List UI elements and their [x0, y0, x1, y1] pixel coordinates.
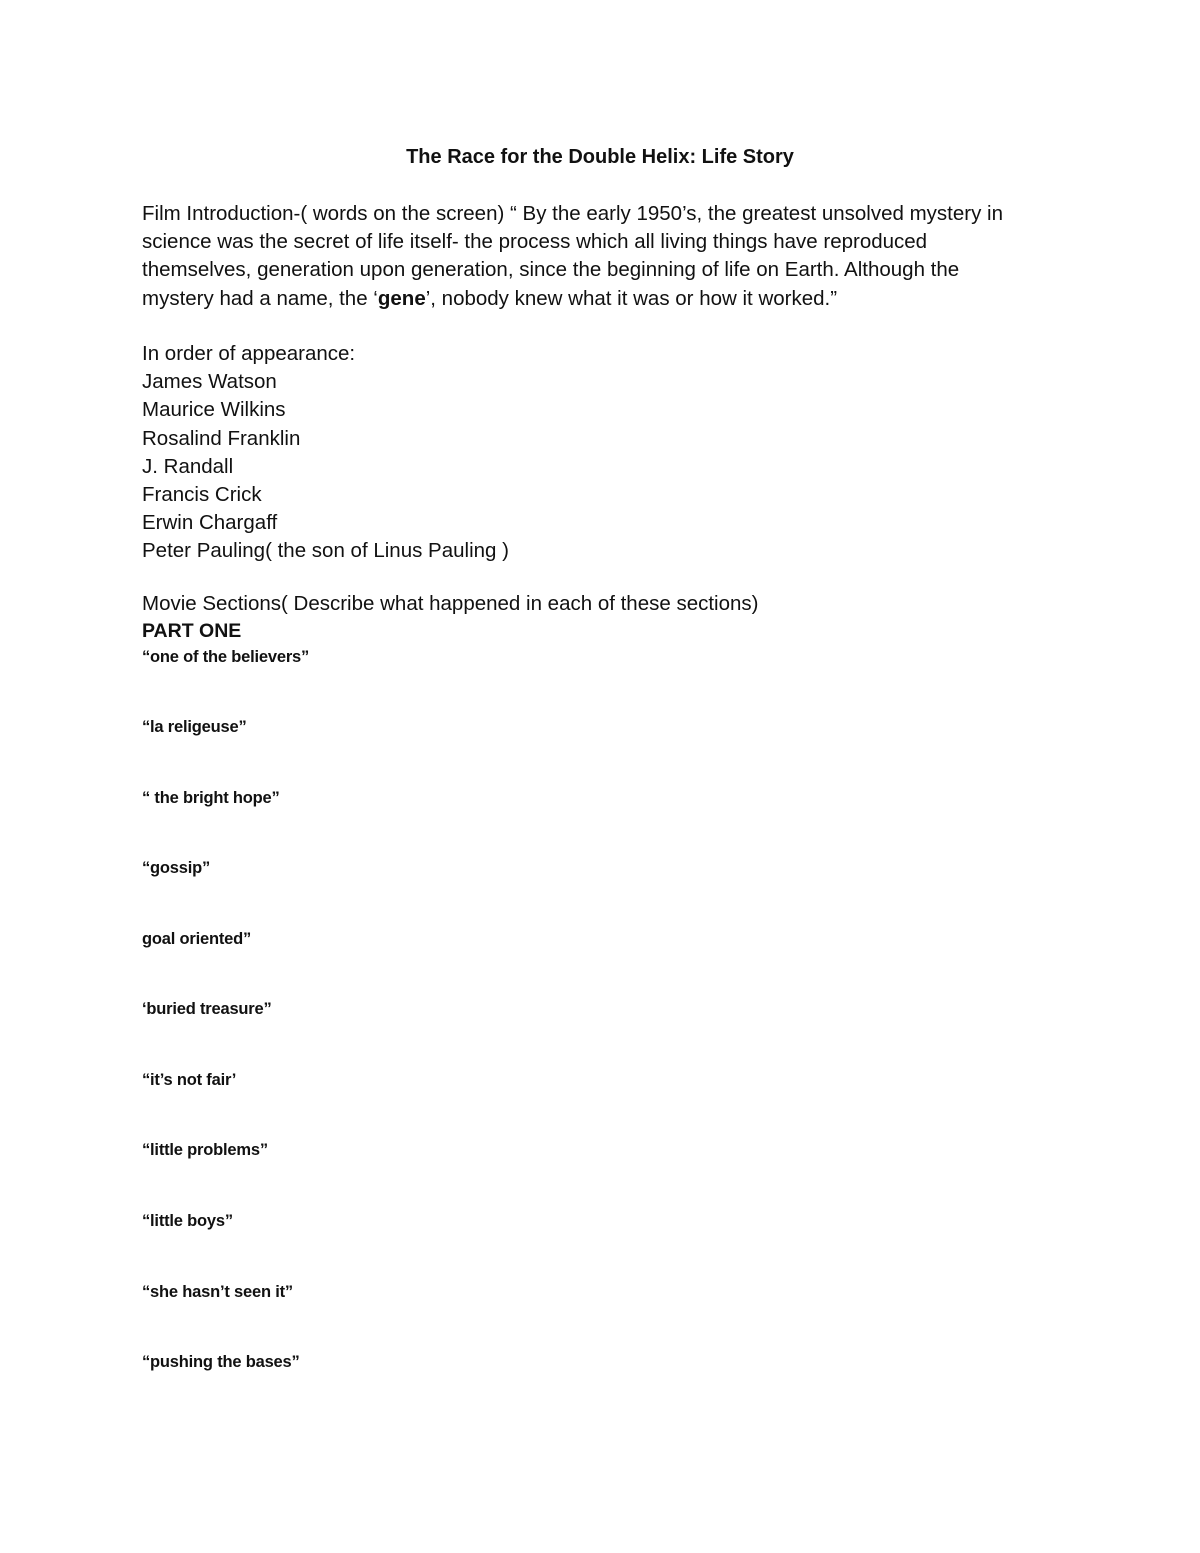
part-one-label: PART ONE: [142, 620, 242, 642]
cast-member: Peter Pauling( the son of Linus Pauling ): [142, 539, 509, 563]
intro-line: science was the secret of life itself- the process which all living things have reproduced: [142, 230, 928, 254]
section-title: “little problems”: [142, 1141, 268, 1159]
intro-text: ’, nobody knew what it was or how it worked.”: [425, 286, 838, 310]
cast-member: Rosalind Franklin: [142, 426, 301, 450]
section-title: “she hasn’t seen it”: [142, 1283, 293, 1301]
section-title: “one of the believers”: [142, 648, 310, 666]
section-title: “little boys”: [142, 1212, 233, 1230]
section-title: “la religeuse”: [142, 718, 247, 736]
film-introduction: [142, 200, 1082, 313]
section-title: goal oriented”: [142, 930, 252, 948]
document-title: The Race for the Double Helix: Life Story: [406, 146, 794, 168]
intro-text: mystery had a name, the ‘: [142, 286, 378, 310]
cast-member: James Watson: [142, 370, 277, 394]
gene-term: gene: [377, 286, 426, 310]
section-title: “ the bright hope”: [142, 789, 280, 807]
cast-member: Francis Crick: [142, 483, 262, 507]
cast-heading: In order of appearance:: [142, 342, 356, 365]
intro-line-last: [142, 285, 1082, 313]
cast-list: [142, 340, 509, 566]
section-title: “it’s not fair’: [142, 1071, 237, 1089]
cast-member: J. Randall: [142, 454, 234, 478]
section-title: “pushing the bases”: [142, 1353, 300, 1371]
section-title: ‘buried treasure”: [142, 1000, 272, 1018]
intro-line: Film Introduction-( words on the screen) “ By the early 1950’s, the greatest unsolved mystery in: [142, 202, 1004, 225]
intro-line: themselves, generation upon generation, since the beginning of life on Earth. Although the: [142, 258, 960, 282]
section-title: “gossip”: [142, 859, 211, 877]
cast-member: Erwin Chargaff: [142, 511, 278, 535]
movie-sections-heading: Movie Sections( Describe what happened in each of these sections): [142, 592, 759, 615]
cast-member: Maurice Wilkins: [142, 398, 286, 422]
